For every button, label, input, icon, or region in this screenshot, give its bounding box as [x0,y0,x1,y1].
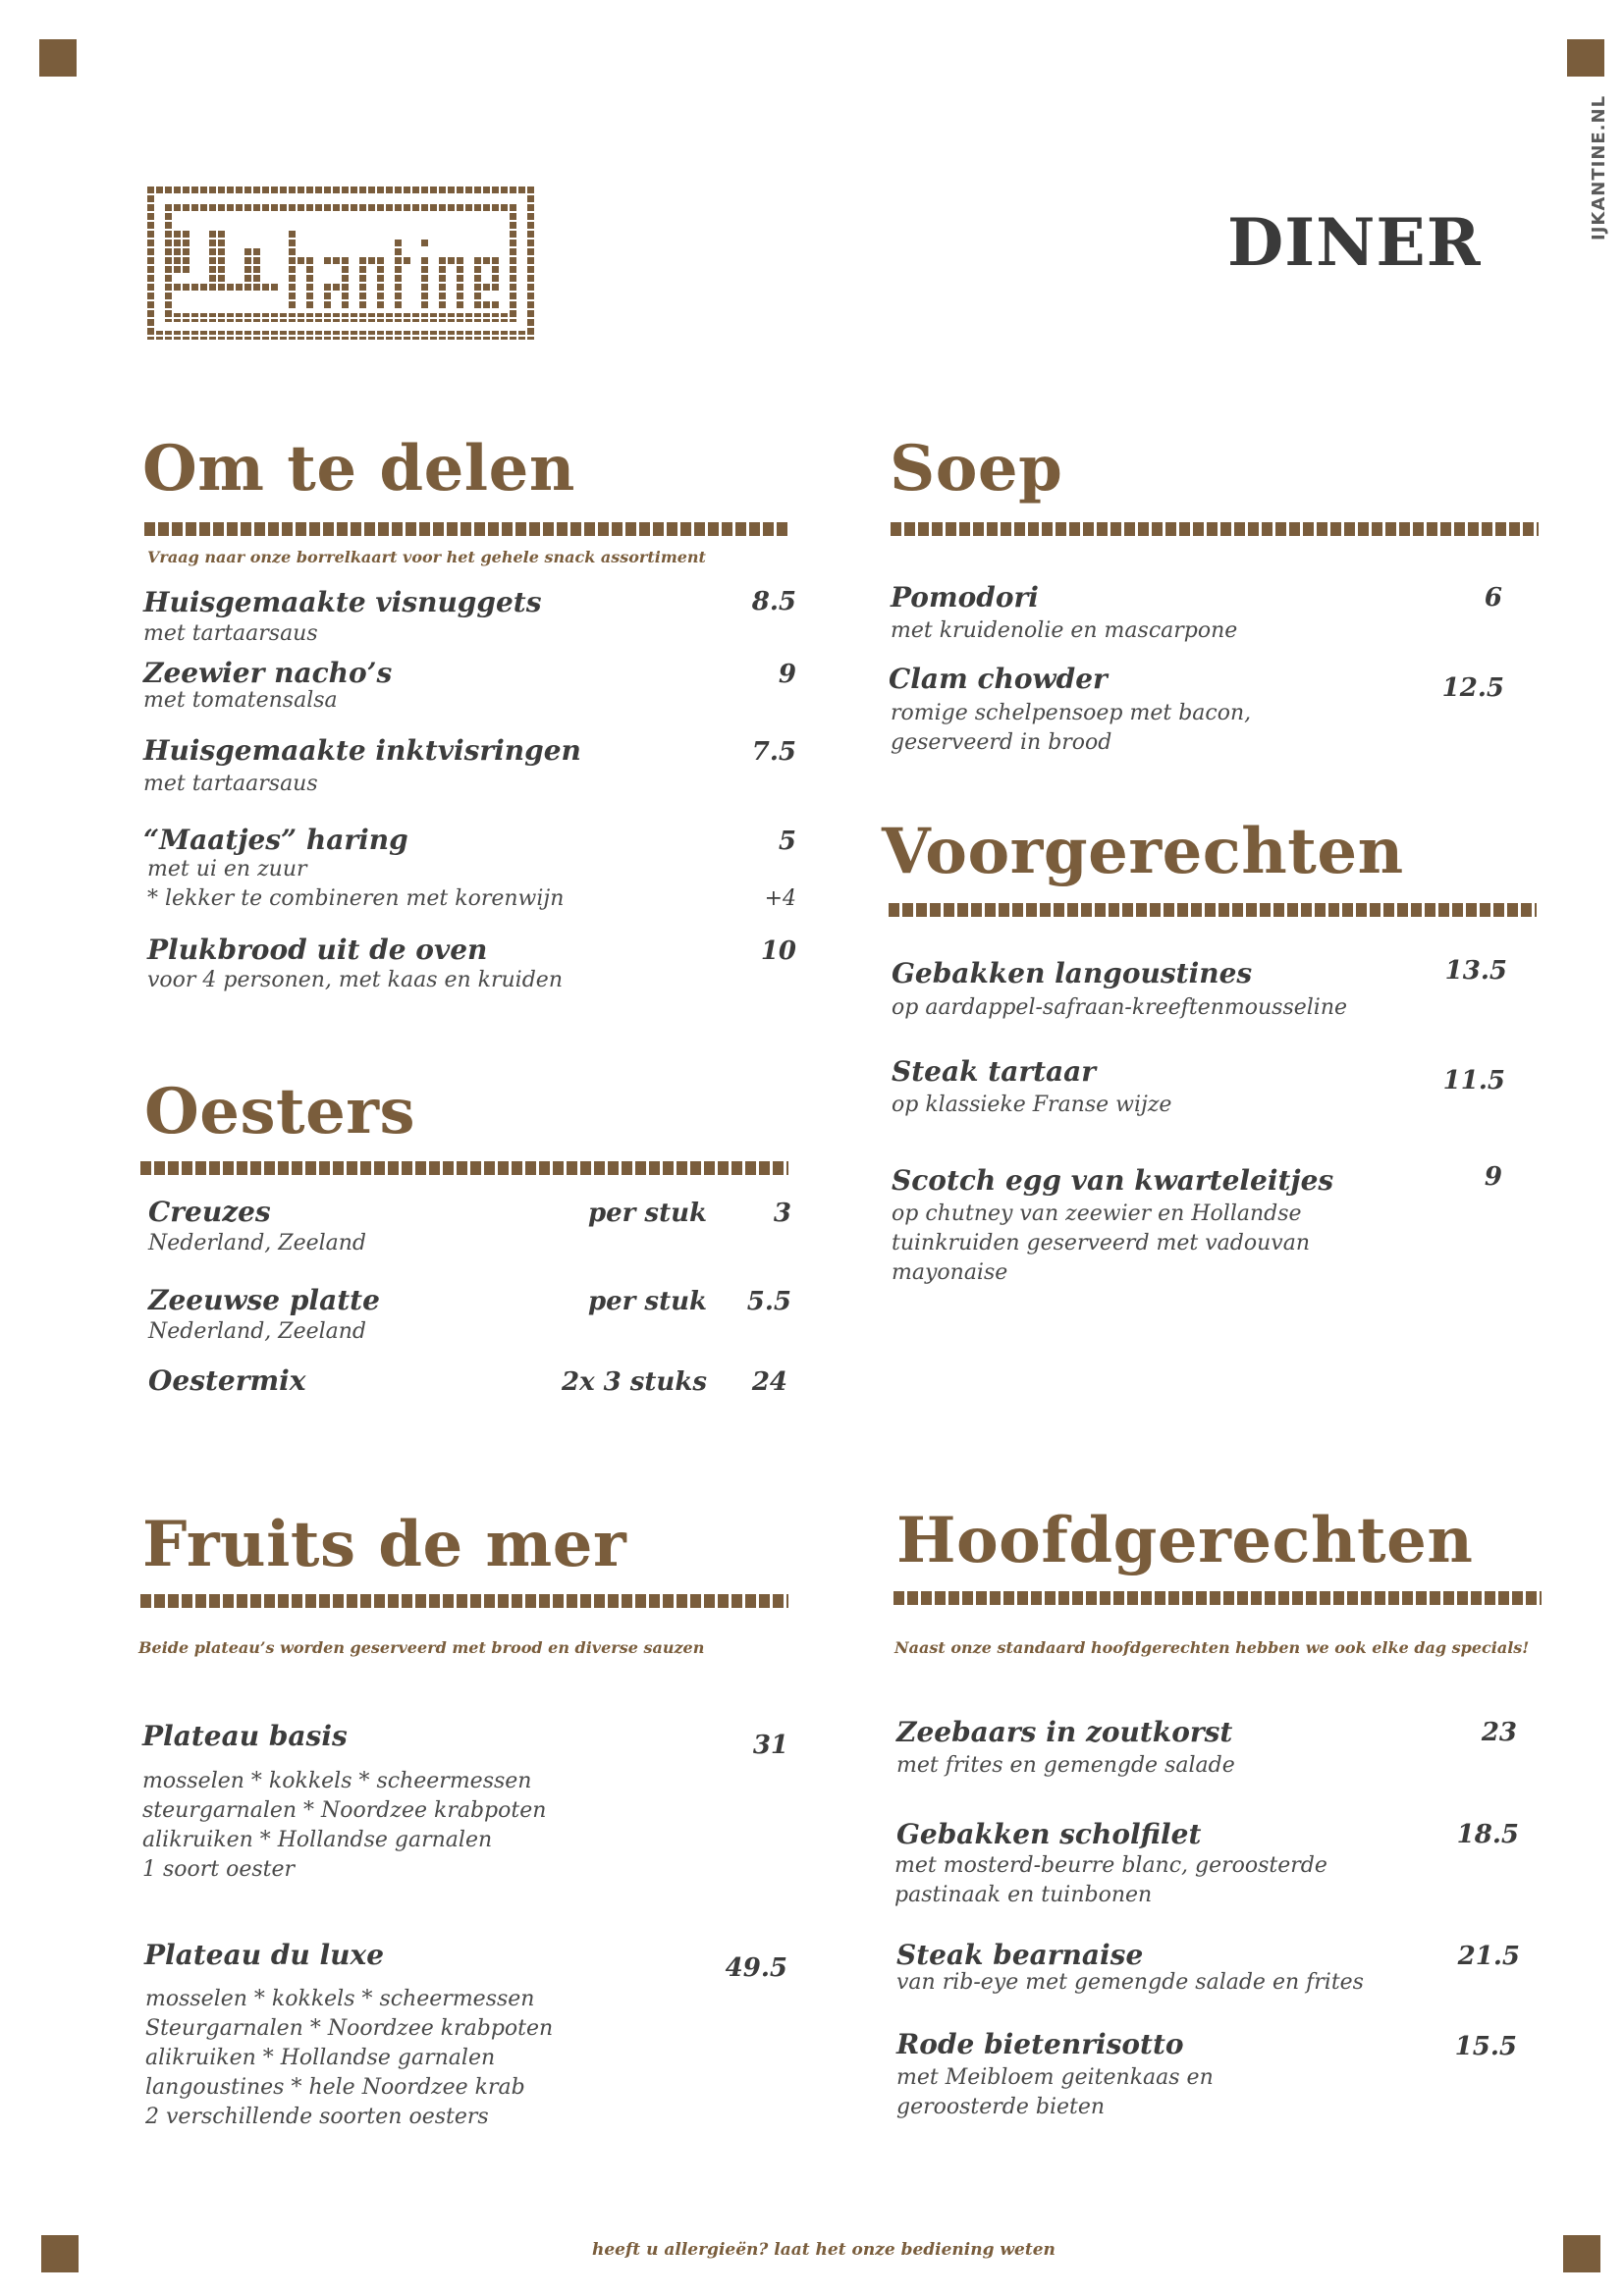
menu-item-name: Huisgemaakte visnuggets [143,586,542,618]
menu-item-name: Zeewier nacho’s [143,657,393,689]
description-line: met kruidenolie en mascarpone [891,618,1238,643]
corner-square-bottom-left [41,2235,79,2272]
description-line: met frites en gemengde salade [896,1753,1235,1778]
menu-item-price: 5 [778,827,796,856]
menu-item-name: Zeebaars in zoutkorst [896,1716,1233,1748]
menu-item-name: Plateau du luxe [144,1939,385,1971]
menu-item-name: Gebakken scholfilet [896,1818,1202,1850]
corner-square-top-left [39,39,77,77]
section-title-soep: Soep [890,432,1063,506]
description-line: mosselen * kokkels * scheermessen [145,1987,535,2011]
section-title-oesters: Oesters [144,1075,416,1148]
menu-item-description [892,1091,1171,1120]
menu-item-unit: per stuk [587,1199,707,1228]
description-line: alikruiken * Hollandse garnalen [145,2046,496,2070]
section-title-hoofdgerechten: Hoofdgerechten [896,1504,1474,1577]
menu-item-price: 6 [1484,583,1502,613]
section-divider [140,1594,788,1608]
menu-item-description: met tomatensalsa [143,688,338,713]
description-line: geserveerd in brood [891,730,1112,755]
menu-item-name: Steak bearnaise [896,1939,1144,1971]
menu-item-price: 23 [1481,1718,1517,1747]
menu-item-price: 5.5 [746,1287,791,1316]
description-line: met mosterd-beurre blanc, geroosterde [894,1853,1327,1878]
menu-item-price: 18.5 [1456,1820,1519,1849]
menu-item-price: 12.5 [1441,673,1504,703]
description-line: van rib-eye met gemengde salade en frites [896,1970,1364,1995]
menu-item-description: met tartaarsaus [143,621,318,646]
section-note: Naast onze standaard hoofdgerechten hebben we ook elke dag specials! [894,1638,1530,1657]
menu-item-description [896,2063,1214,2122]
description-line: mayonaise [892,1260,1008,1285]
logo-mosaic-icon [147,187,536,340]
description-line: pastinaak en tuinbonen [894,1883,1153,1907]
menu-item-price: 13.5 [1444,956,1507,986]
description-line: op klassieke Franse wijze [892,1093,1172,1117]
corner-square-top-right [1567,39,1604,77]
menu-item-name: Scotch egg van kwarteleitjes [892,1164,1334,1197]
menu-item-description: Nederland, Zeeland [148,1231,367,1255]
menu-item-name: Oestermix [148,1364,306,1397]
section-divider [889,903,1537,917]
menu-item-price: 3 [773,1199,791,1228]
menu-item-description [145,1985,553,2132]
menu-item-price: 49.5 [725,1953,787,1983]
menu-item-price: 8.5 [751,587,796,616]
description-line: 2 verschillende soorten oesters [145,2105,489,2129]
menu-item-unit: 2x 3 stuks [562,1367,707,1397]
menu-item-price: 11.5 [1442,1066,1505,1095]
menu-item-price: 31 [752,1731,788,1760]
description-line: langoustines * hele Noordzee krab [145,2075,525,2100]
page-title: DINER [1227,204,1482,281]
menu-item-description [142,1767,546,1885]
menu-item-name: “Maatjes” haring [143,824,408,856]
menu-item-extra-price: +4 [764,886,796,911]
menu-item-name: Pomodori [891,581,1039,614]
description-line: met Meibloem geitenkaas en [896,2065,1214,2090]
site-url-vertical: IJKANTINE.NL [1589,94,1609,240]
description-line: 1 soort oester [142,1857,296,1882]
section-note: Vraag naar onze borrelkaart voor het gehele snack assortiment [147,548,706,566]
description-line: Steurgarnalen * Noordzee krabpoten [145,2016,554,2041]
section-title-om-te-delen: Om te delen [142,432,575,506]
description-line: romige schelpensoep met bacon, [891,701,1252,725]
menu-item-description: Nederland, Zeeland [148,1319,367,1344]
menu-item-name: Huisgemaakte inktvisringen [143,734,581,767]
menu-item-price: 15.5 [1454,2032,1517,2061]
description-line: op aardappel-safraan-kreeftenmousseline [892,995,1348,1020]
description-line: op chutney van zeewier en Hollandse [892,1201,1302,1226]
menu-item-description: met tartaarsaus [143,772,318,796]
menu-item-price: 9 [778,660,796,689]
menu-item-name: Gebakken langoustines [892,957,1253,989]
menu-item-description [894,1851,1327,1910]
menu-item-price: 24 [751,1367,787,1397]
corner-square-bottom-right [1563,2235,1600,2272]
menu-item-price: 10 [760,936,796,966]
logo [147,187,536,340]
section-divider [891,522,1539,536]
section-note: Beide plateau’s worden geserveerd met brood en diverse sauzen [138,1638,705,1657]
menu-item-price: 9 [1484,1162,1502,1192]
menu-item-price: 7.5 [751,737,796,767]
description-line: geroosterde bieten [896,2095,1106,2119]
section-title-fruits-de-mer: Fruits de mer [142,1508,627,1581]
menu-item-name: Plukbrood uit de oven [147,934,488,966]
menu-item-name: Creuzes [148,1196,271,1228]
menu-item-name: Plateau basis [142,1720,348,1752]
menu-item-price: 21.5 [1457,1942,1520,1971]
menu-item-description [892,1200,1310,1288]
description-line: mosselen * kokkels * scheermessen [142,1769,532,1793]
menu-item-unit: per stuk [587,1287,707,1316]
section-divider [893,1591,1542,1605]
description-line: steurgarnalen * Noordzee krabpoten [142,1798,547,1823]
menu-item-name: Zeeuwse platte [148,1284,380,1316]
section-divider [140,1161,788,1175]
menu-item-description [891,699,1251,758]
menu-item-description: voor 4 personen, met kaas en kruiden [147,968,563,992]
menu-item-description [892,993,1347,1023]
section-title-voorgerechten: Voorgerechten [882,815,1404,888]
menu-item-description [891,616,1237,646]
description-line: alikruiken * Hollandse garnalen [142,1828,493,1852]
menu-item-name: Clam chowder [889,663,1108,695]
section-divider [144,522,788,536]
description-line: tuinkruiden geserveerd met vadouvan [892,1231,1310,1255]
menu-item-name: Steak tartaar [892,1055,1097,1088]
menu-item-description: met ui en zuur [147,857,307,881]
menu-item-extra: * lekker te combineren met korenwijn [147,886,565,911]
allergy-note: heeft u allergieën? laat het onze bediening weten [592,2240,1056,2260]
menu-item-name: Rode bietenrisotto [896,2028,1184,2060]
menu-item-description [896,1968,1364,1998]
menu-item-description [896,1751,1235,1781]
